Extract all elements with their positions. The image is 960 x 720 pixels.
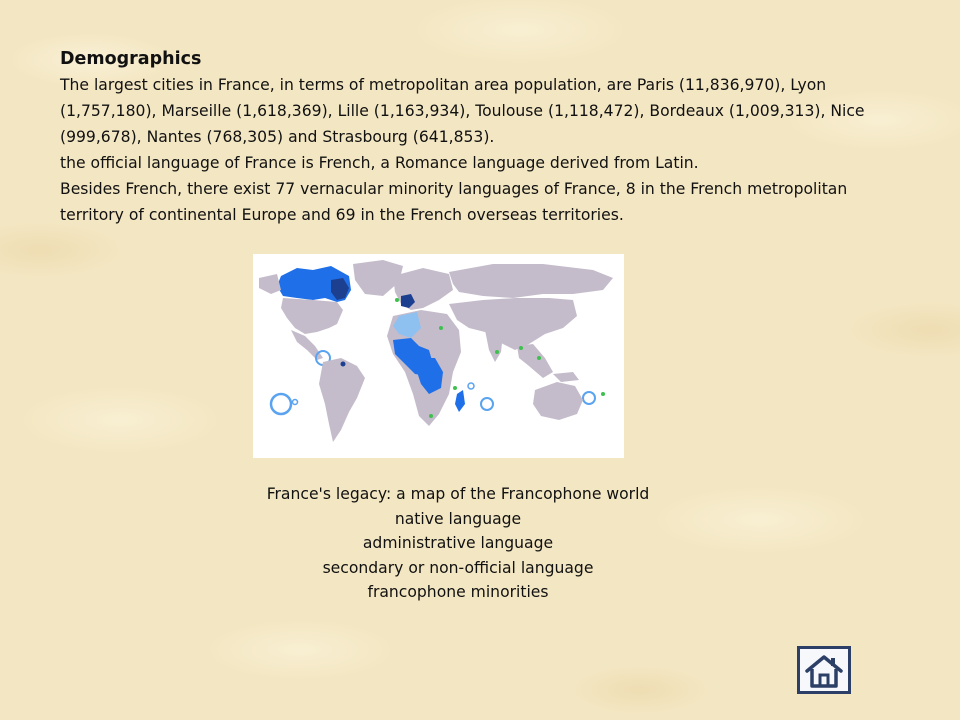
paragraph-official-language: the official language of France is French, a Romance language derived from Latin.: [60, 154, 699, 172]
map-marker-europe-minority: [395, 298, 399, 302]
slide-heading: Demographics: [60, 49, 202, 69]
home-icon: [800, 649, 848, 691]
legend-native-language: native language: [394, 509, 522, 528]
map-marker-asia-minority-1: [495, 350, 499, 354]
paragraph-minority-languages: Besides French, there exist 77 vernacular minority languages of France, 8 in the French metropolitan territory of continental Europe and 69 in the French overseas territories.: [60, 180, 848, 224]
map-marker-africa-minority-2: [453, 386, 457, 390]
legend-francophone-minorities: francophone minorities: [367, 583, 549, 602]
map-marker-french-guiana: [341, 362, 346, 367]
legend-secondary-language: secondary or non-official language: [322, 558, 594, 577]
map-marker-pacific-dot: [601, 392, 605, 396]
map-marker-asia-minority-3: [537, 356, 541, 360]
map-marker-asia-minority-2: [519, 346, 523, 350]
map-caption: France's legacy: a map of the Francophone world: [266, 485, 650, 503]
francophone-world-map: [253, 254, 624, 458]
map-marker-africa-minority-3: [429, 414, 433, 418]
slide-text: [60, 46, 900, 228]
paragraph-cities: The largest cities in France, in terms of metropolitan area population, are Paris (11,836,970), Lyon (1,757,180), Marseille (1,618,369), Lille (1,163,934), Toulouse (1,118,472), Bordeaux (1,009,313), Nice (999,678), Nantes (768,305) and Strasbourg (641,853).: [60, 76, 865, 146]
map-marker-africa-minority-1: [439, 326, 443, 330]
map-caption-block: [180, 482, 736, 605]
home-button[interactable]: [797, 646, 851, 694]
legend-administrative-language: administrative language: [362, 534, 554, 553]
